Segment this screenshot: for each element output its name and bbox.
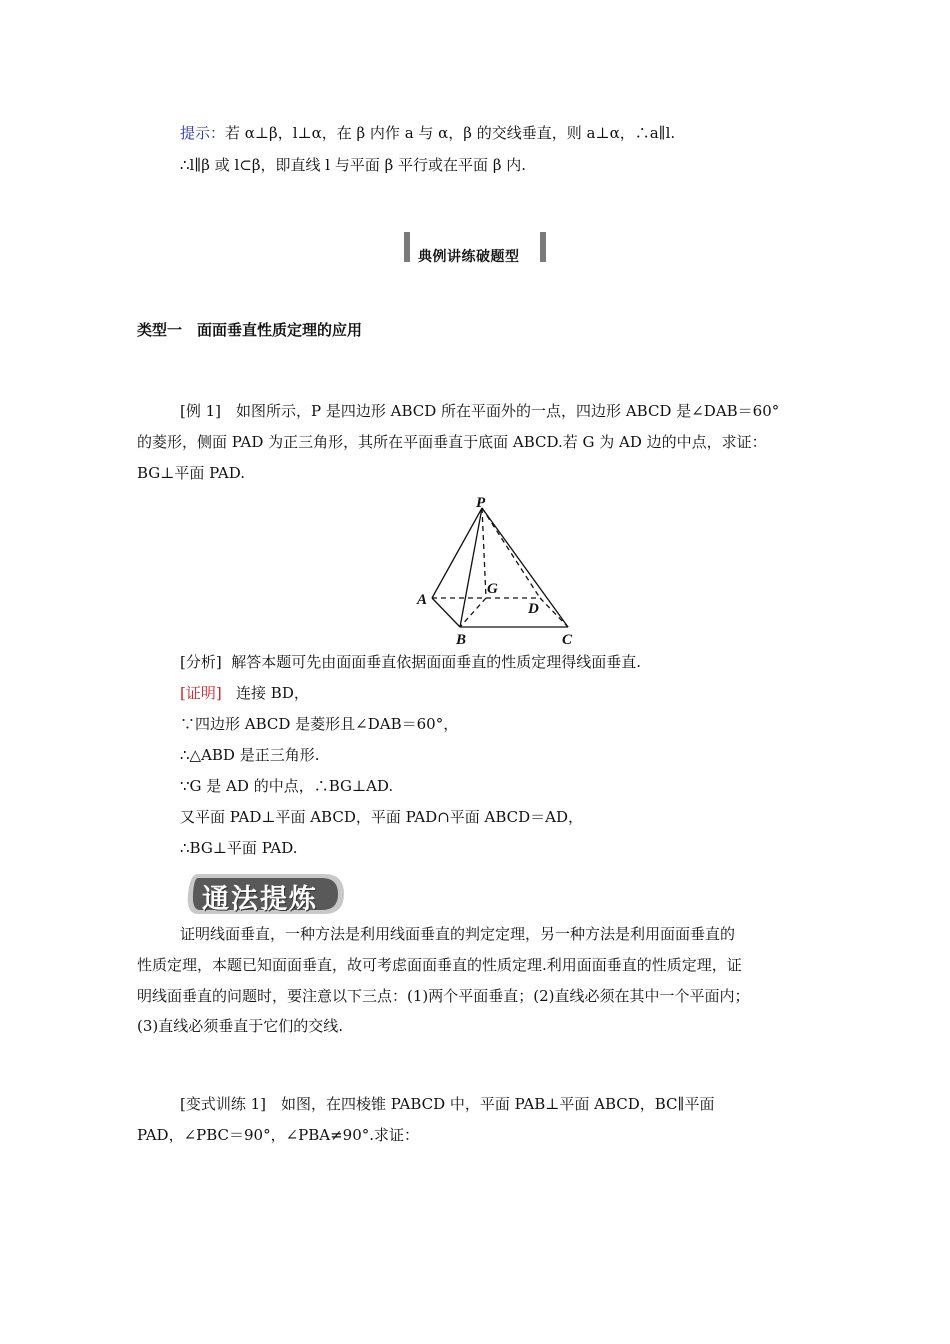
analysis-label: [分析] bbox=[180, 653, 222, 671]
section-banner bbox=[404, 232, 546, 266]
label-G: G bbox=[487, 581, 498, 597]
edge-AB bbox=[432, 598, 460, 627]
proof-line-0 bbox=[180, 683, 309, 703]
analysis-line bbox=[180, 652, 641, 672]
proof-label: [证明] bbox=[180, 684, 222, 702]
banner-title: 典例讲练破题型 bbox=[418, 249, 520, 265]
example-line-3: BG⊥平面 PAD. bbox=[137, 464, 245, 482]
method-line-4: (3)直线必须垂直于它们的交线. bbox=[137, 1017, 344, 1035]
hint-line-1 bbox=[180, 123, 675, 143]
exercise-line-2: PAD，∠PBC＝90°，∠PBA≠90°.求证： bbox=[137, 1126, 420, 1144]
label-D: D bbox=[528, 601, 539, 617]
banner-right-bar bbox=[540, 232, 546, 262]
edge-PB bbox=[460, 508, 482, 627]
analysis-text: 解答本题可先由面面垂直依据面面垂直的性质定理得线面垂直. bbox=[231, 653, 642, 671]
label-B: B bbox=[456, 632, 467, 646]
proof-line-2: ∴△ABD 是正三角形. bbox=[180, 746, 320, 764]
label-C: C bbox=[562, 632, 573, 646]
edge-PG bbox=[482, 508, 486, 598]
method-line-1: 证明线面垂直，一种方法是利用线面垂直的判定定理，另一种方法是利用面面垂直的 bbox=[180, 925, 736, 943]
proof-line-5: ∴BG⊥平面 PAD. bbox=[180, 839, 298, 857]
section-title: 类型一 面面垂直性质定理的应用 bbox=[137, 321, 363, 339]
proof-first: 连接 BD， bbox=[236, 684, 309, 702]
label-A: A bbox=[417, 592, 428, 608]
edge-PA bbox=[432, 508, 482, 598]
hint-label: 提示： bbox=[180, 124, 226, 142]
badge-title: 通法提炼 bbox=[202, 884, 318, 915]
banner-left-bar bbox=[404, 232, 410, 262]
hint-line-2: ∴l∥β 或 l⊂β，即直线 l 与平面 β 平行或在平面 β 内. bbox=[180, 156, 527, 174]
hint-text-1: 若 α⊥β，l⊥α，在 β 内作 a 与 α，β 的交线垂直，则 a⊥α，∴a∥l. bbox=[225, 124, 676, 142]
method-line-3: 明线面垂直的问题时，要注意以下三点：(1)两个平面垂直；(2)直线必须在其中一个平面内； bbox=[137, 987, 750, 1005]
edge-DC bbox=[540, 598, 568, 627]
pyramid-figure bbox=[412, 494, 582, 646]
proof-line-4: 又平面 PAD⊥平面 ABCD，平面 PAD∩平面 ABCD＝AD， bbox=[180, 808, 584, 826]
example-line-1: [例 1] 如图所示，P 是四边形 ABCD 所在平面外的一点，四边形 ABCD 是∠DAB＝60° bbox=[180, 402, 780, 420]
edge-PC bbox=[482, 508, 568, 627]
exercise-line-1: [变式训练 1] 如图，在四棱锥 PABCD 中，平面 PAB⊥平面 ABCD，BC∥平面 bbox=[180, 1095, 715, 1113]
method-line-2: 性质定理，本题已知面面垂直，故可考虑面面垂直的性质定理.利用面面垂直的性质定理，证 bbox=[137, 956, 742, 974]
method-badge bbox=[184, 871, 346, 917]
proof-line-3: ∵G 是 AD 的中点，∴BG⊥AD. bbox=[180, 777, 394, 795]
example-line-2: 的菱形，侧面 PAD 为正三角形，其所在平面垂直于底面 ABCD.若 G 为 AD 边的中点，求证： bbox=[137, 433, 767, 451]
label-P: P bbox=[476, 495, 486, 511]
proof-line-1: ∵四边形 ABCD 是菱形且∠DAB＝60°， bbox=[180, 715, 459, 733]
